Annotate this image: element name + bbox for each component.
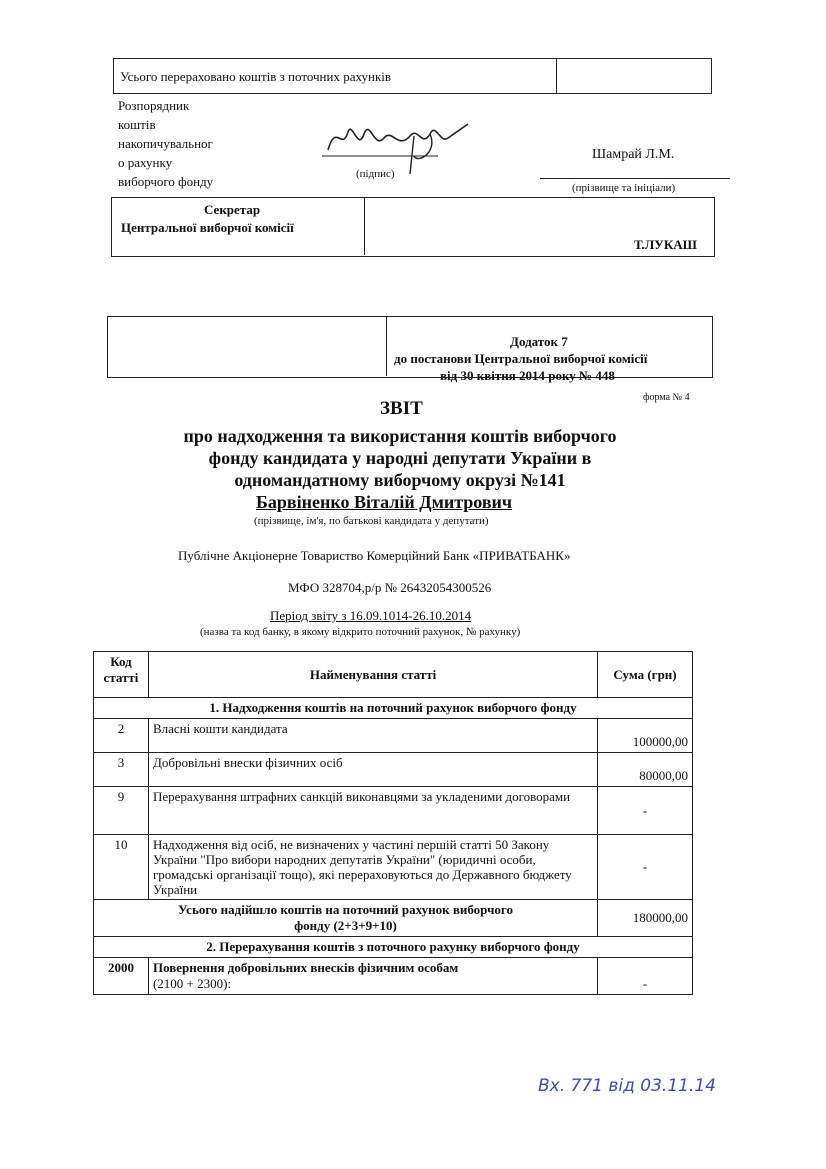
report-table [93,651,693,995]
row-code: 9 [94,787,149,835]
row-sum: - [598,835,693,900]
row-name: Надходження від осіб, не визначених у частині першій статті 50 Закону України "Про вибори народних депутатів України" (юридичні особи, громадські організації тощо), які перераховуються до Державного бюджету України [148,835,597,900]
total-row [94,900,693,937]
row-name: Власні кошти кандидата [148,719,597,753]
row-code: 3 [94,753,149,787]
header-sum: Сума (грн) [598,652,693,698]
candidate-name: Барвіненко Віталій Дмитрович [256,492,513,512]
row-name: Перерахування штрафних санкцій виконавцями за укладеними договорами [148,787,597,835]
appendix-divider [386,316,387,376]
appendix-line2: до постанови Центральної виборчої комісії [394,351,648,366]
header-name: Найменування статті [148,652,597,698]
manager-label: Розпорядник коштів накопичувальног о рахунку виборчого фонду [118,98,214,189]
signature [318,112,488,182]
row-sum: 80000,00 [598,753,693,787]
table-row [94,787,693,835]
report-subtitle: про надходження та використання коштів виборчого фонду кандидата у народні депутати України в одномандатному виборчому окрузі №141 [183,426,617,490]
section2-title: 2. Перерахування коштів з поточного рахунку виборчого фонду [94,937,693,958]
divider [556,58,557,93]
row-code: 10 [94,835,149,900]
row-code: 2 [94,719,149,753]
section2-row [94,937,693,958]
row-sum: - [598,958,693,995]
total-label: Усього надійшло коштів на поточний рахунок виборчого фонду (2+3+9+10) [94,900,598,937]
table-row [94,835,693,900]
section1-title: 1. Надходження коштів на поточний рахунок виборчого фонду [94,698,693,719]
secretary-name: Т.ЛУКАШ [634,237,697,252]
section1-row [94,698,693,719]
table-row [94,719,693,753]
secretary-divider [364,197,365,255]
appendix-line1: Додаток 7 [510,334,568,349]
header-code: Код статті [94,652,149,698]
name-underline [540,178,730,179]
report-period: Період звіту з 16.09.1014-26.10.2014 [270,608,472,623]
report-title: ЗВІТ [380,398,423,419]
table-row [94,753,693,787]
registration-note: Вх. 771 від 03.11.14 [538,1076,716,1096]
total-transferred-label: Усього перераховано коштів з поточних рахунків [120,69,392,84]
form-number: форма № 4 [643,392,690,403]
row-sum: 100000,00 [598,719,693,753]
appendix-line3: від 30 квітня 2014 року № 448 [440,368,615,383]
row-name: Добровільні внески фізичних осіб [148,753,597,787]
period-caption: (назва та код банку, в якому відкрито поточний рахунок, № рахунку) [200,626,521,638]
manager-name: Шамрай Л.М. [592,147,675,162]
row-name: Повернення добровільних внесків фізичним особам (2100 + 2300): [148,958,597,995]
appendix-box [107,316,713,378]
name-caption: (прізвище та ініціали) [572,182,676,194]
table-row [94,958,693,995]
candidate-caption: (прізвище, ім'я, по батькові кандидата у депутати) [254,515,489,527]
secretary-title-2: Центральної виборчої комісії [121,220,294,235]
signature-caption: (підпис) [356,168,395,180]
row-code: 2000 [94,958,149,995]
bank-name: Публічне Акціонерне Товариство Комерційний Банк «ПРИВАТБАНК» [178,548,571,563]
table-header-row [94,652,693,698]
total-sum: 180000,00 [598,900,693,937]
bank-account: МФО 328704,р/р № 26432054300526 [288,580,492,595]
row-sum: - [598,787,693,835]
secretary-title-1: Секретар [204,202,261,217]
